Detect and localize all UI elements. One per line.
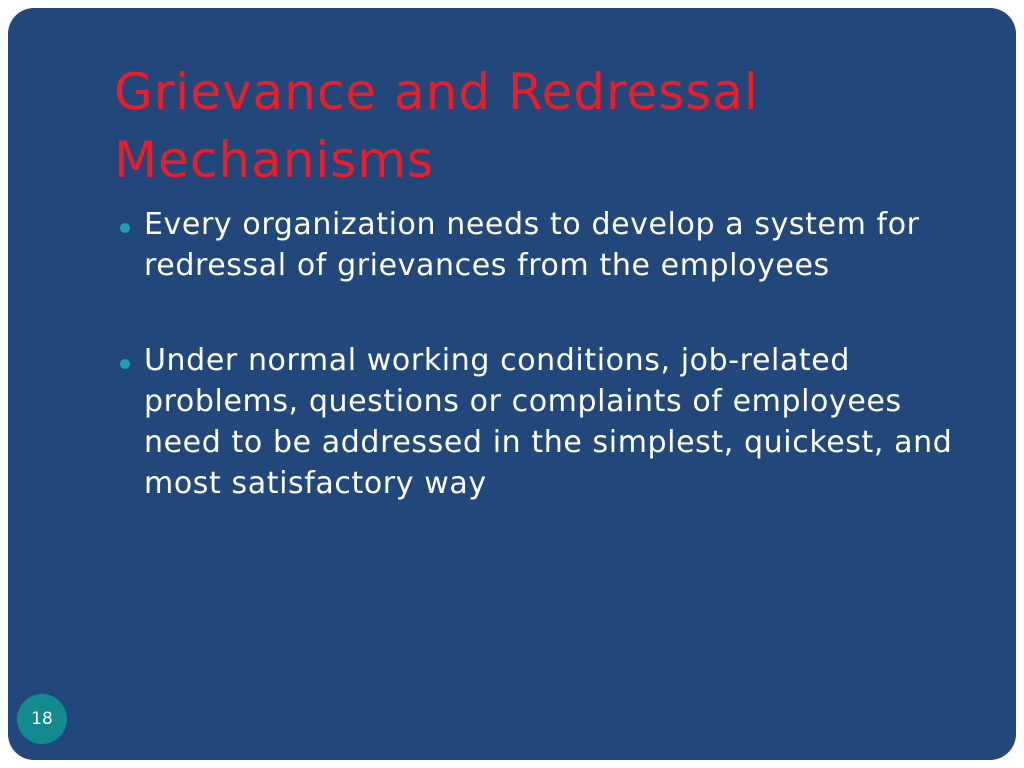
bullet-dot-icon — [120, 359, 130, 369]
bullet-item — [116, 340, 986, 504]
slide-title: Grievance and Redressal Mechanisms — [114, 63, 759, 189]
bullet-dot-icon — [120, 223, 130, 233]
bullet-item — [116, 204, 986, 286]
slide — [8, 8, 1016, 760]
bullet-list — [116, 204, 986, 558]
bullet-text: Every organization needs to develop a system for redressal of grievances from the employees — [144, 207, 920, 283]
bullet-text: Under normal working conditions, job-related problems, questions or complaints of employees need to be addressed in the simplest, quickest, and most satisfactory way — [144, 343, 953, 501]
page-number-badge: 18 — [17, 694, 67, 744]
